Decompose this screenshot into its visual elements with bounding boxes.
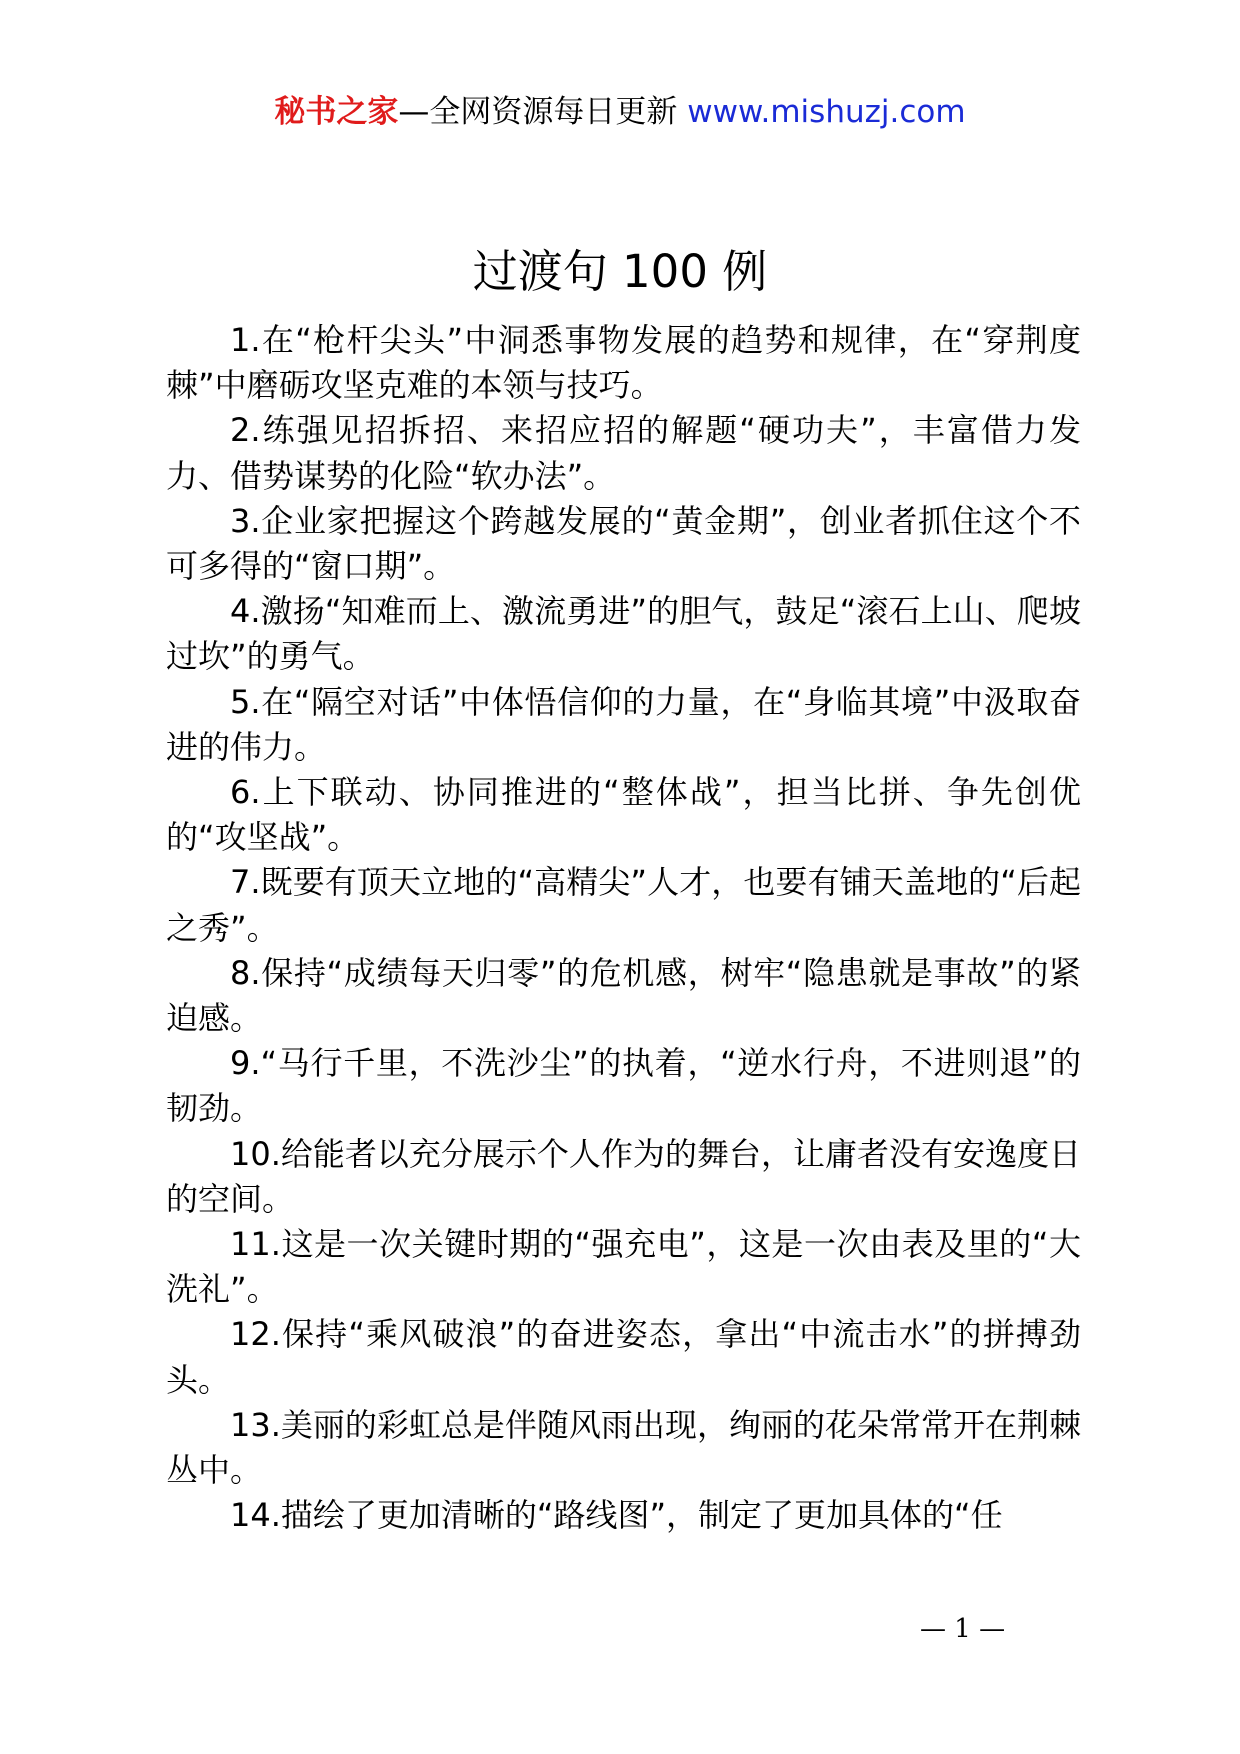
paragraph-5: 5.在“隔空对话”中体悟信仰的力量，在“身临其境”中汲取奋进的伟力。 [166, 682, 1081, 766]
brand-name: 秘书之家 [274, 94, 399, 130]
document-title: 过渡句 100 例 [472, 245, 768, 298]
site-url-link[interactable]: www.mishuzj.com [687, 94, 966, 130]
paragraph-14: 14.描绘了更加清晰的“路线图”，制定了更加具体的“任 [230, 1496, 1003, 1535]
document-body [166, 318, 1081, 1538]
paragraph-3: 3.企业家把握这个跨越发展的“黄金期”，创业者抓住这个不可多得的“窗口期”。 [166, 501, 1081, 586]
banner-tagline: —全网资源每日更新 [398, 94, 688, 130]
paragraph-10: 10.给能者以充分展示个人作为的舞台，让庸者没有安逸度日的空间。 [166, 1134, 1081, 1218]
paragraph-2: 2.练强见招拆招、来招应招的解题“硬功夫”，丰富借力发力、借势谋势的化险“软办法”。 [166, 411, 1081, 495]
paragraph-9: 9.“马行千里，不洗沙尘”的执着，“逆水行舟，不进则退”的韧劲。 [166, 1044, 1081, 1128]
site-banner [0, 92, 1240, 132]
paragraph-7: 7.既要有顶天立地的“高精尖”人才，也要有铺天盖地的“后起之秀”。 [166, 863, 1081, 947]
paragraph-12: 12.保持“乘风破浪”的奋进姿态，拿出“中流击水”的拼搏劲头。 [166, 1315, 1081, 1399]
page-number: — 1 — [920, 1614, 1006, 1644]
paragraph-4: 4.激扬“知难而上、激流勇进”的胆气，鼓足“滚石上山、爬坡过坎”的勇气。 [166, 592, 1081, 676]
paragraph-11: 11.这是一次关键时期的“强充电”，这是一次由表及里的“大洗礼”。 [166, 1225, 1081, 1309]
paragraph-13: 13.美丽的彩虹总是伴随风雨出现，绚丽的花朵常常开在荆棘丛中。 [166, 1405, 1081, 1490]
paragraph-6: 6.上下联动、协同推进的“整体战”，担当比拼、争先创优的“攻坚战”。 [166, 773, 1081, 857]
paragraph-8: 8.保持“成绩每天归零”的危机感，树牢“隐患就是事故”的紧迫感。 [166, 953, 1081, 1038]
paragraph-1: 1.在“枪杆尖头”中洞悉事物发展的趋势和规律，在“穿荆度棘”中磨砺攻坚克难的本领与技巧。 [166, 321, 1081, 405]
